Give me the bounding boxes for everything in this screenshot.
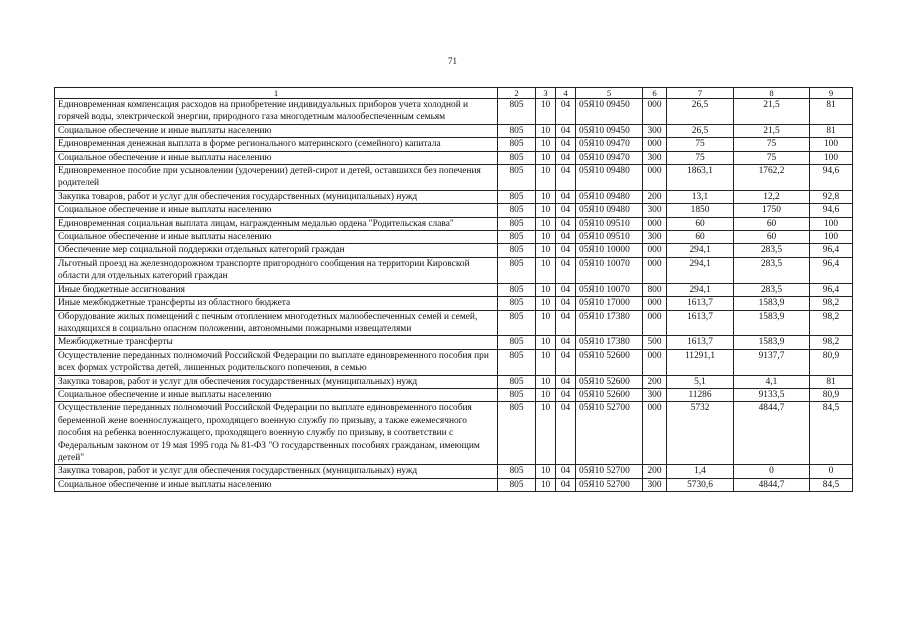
row-plan-cell: 11286 xyxy=(667,388,734,401)
row-fact-cell: 21,5 xyxy=(734,99,810,125)
row-fact-cell: 60 xyxy=(734,231,810,244)
row-percent-cell: 100 xyxy=(810,217,853,230)
row-fact-cell: 283,5 xyxy=(734,257,810,283)
row-plan-cell: 5,1 xyxy=(667,375,734,388)
row-expense-type-cell: 000 xyxy=(643,349,667,375)
row-name-cell: Единовременная социальная выплата лицам, награжденным медалью ордена "Родительская слава" xyxy=(55,217,498,230)
row-subsection-cell: 04 xyxy=(556,231,576,244)
row-code-cell: 805 xyxy=(498,336,536,349)
row-name-cell: Обеспечение мер социальной поддержки отдельных категорий граждан xyxy=(55,244,498,257)
row-code-cell: 805 xyxy=(498,310,536,336)
budget-table xyxy=(54,87,853,492)
row-code-cell: 805 xyxy=(498,138,536,151)
row-percent-cell: 80,9 xyxy=(810,388,853,401)
row-percent-cell: 0 xyxy=(810,465,853,478)
row-code-cell: 805 xyxy=(498,217,536,230)
row-section-cell: 10 xyxy=(536,336,556,349)
row-target-article-cell: 05Я10 09480 xyxy=(576,204,643,217)
row-fact-cell: 283,5 xyxy=(734,283,810,296)
row-plan-cell: 1,4 xyxy=(667,465,734,478)
row-code-cell: 805 xyxy=(498,402,536,465)
row-fact-cell: 1750 xyxy=(734,204,810,217)
row-code-cell: 805 xyxy=(498,257,536,283)
row-percent-cell: 81 xyxy=(810,375,853,388)
row-target-article-cell: 05Я10 17000 xyxy=(576,297,643,310)
row-name-cell: Оборудование жилых помещений с печным отоплением многодетных малообеспеченных семей и семей, находящихся в социально опасном положении, автономными пожарными извещателями xyxy=(55,310,498,336)
row-code-cell: 805 xyxy=(498,204,536,217)
row-expense-type-cell: 200 xyxy=(643,375,667,388)
row-percent-cell: 92,8 xyxy=(810,190,853,203)
row-expense-type-cell: 000 xyxy=(643,138,667,151)
row-code-cell: 805 xyxy=(498,375,536,388)
table-row xyxy=(55,402,853,465)
row-subsection-cell: 04 xyxy=(556,257,576,283)
row-subsection-cell: 04 xyxy=(556,190,576,203)
row-fact-cell: 1762,2 xyxy=(734,165,810,191)
row-target-article-cell: 05Я10 09450 xyxy=(576,124,643,137)
row-code-cell: 805 xyxy=(498,283,536,296)
row-plan-cell: 1863,1 xyxy=(667,165,734,191)
row-target-article-cell: 05Я10 09470 xyxy=(576,138,643,151)
row-plan-cell: 75 xyxy=(667,151,734,164)
row-name-cell: Осуществление переданных полномочий Российской Федерации по выплате единовременного пособия при всех формах устройства детей, лишенных родительского попечения, в семью xyxy=(55,349,498,375)
row-subsection-cell: 04 xyxy=(556,465,576,478)
row-plan-cell: 294,1 xyxy=(667,244,734,257)
table-header-row xyxy=(55,88,853,99)
row-fact-cell: 21,5 xyxy=(734,124,810,137)
row-subsection-cell: 04 xyxy=(556,204,576,217)
row-expense-type-cell: 300 xyxy=(643,478,667,491)
table-row xyxy=(55,124,853,137)
table-row xyxy=(55,336,853,349)
row-subsection-cell: 04 xyxy=(556,283,576,296)
table-row xyxy=(55,138,853,151)
row-expense-type-cell: 300 xyxy=(643,231,667,244)
table-row xyxy=(55,99,853,125)
row-percent-cell: 84,5 xyxy=(810,402,853,465)
row-section-cell: 10 xyxy=(536,283,556,296)
row-target-article-cell: 05Я10 10000 xyxy=(576,244,643,257)
table-row xyxy=(55,217,853,230)
row-target-article-cell: 05Я10 09470 xyxy=(576,151,643,164)
row-plan-cell: 75 xyxy=(667,138,734,151)
row-expense-type-cell: 800 xyxy=(643,283,667,296)
table-body xyxy=(55,99,853,492)
row-percent-cell: 94,6 xyxy=(810,204,853,217)
row-percent-cell: 98,2 xyxy=(810,297,853,310)
row-fact-cell: 4844,7 xyxy=(734,402,810,465)
row-expense-type-cell: 000 xyxy=(643,165,667,191)
column-header: 4 xyxy=(556,88,576,99)
row-section-cell: 10 xyxy=(536,257,556,283)
row-section-cell: 10 xyxy=(536,190,556,203)
row-target-article-cell: 05Я10 52600 xyxy=(576,388,643,401)
row-subsection-cell: 04 xyxy=(556,349,576,375)
row-fact-cell: 0 xyxy=(734,465,810,478)
row-percent-cell: 81 xyxy=(810,99,853,125)
row-target-article-cell: 05Я10 52700 xyxy=(576,478,643,491)
row-name-cell: Льготный проезд на железнодорожном транспорте пригородного сообщения на территории Кировской области для отдельных категорий граждан xyxy=(55,257,498,283)
row-code-cell: 805 xyxy=(498,349,536,375)
column-header: 5 xyxy=(576,88,643,99)
row-subsection-cell: 04 xyxy=(556,217,576,230)
row-section-cell: 10 xyxy=(536,297,556,310)
row-expense-type-cell: 000 xyxy=(643,244,667,257)
table-row xyxy=(55,165,853,191)
row-plan-cell: 26,5 xyxy=(667,124,734,137)
row-name-cell: Социальное обеспечение и иные выплаты населению xyxy=(55,388,498,401)
row-expense-type-cell: 000 xyxy=(643,217,667,230)
row-fact-cell: 1583,9 xyxy=(734,310,810,336)
row-fact-cell: 4,1 xyxy=(734,375,810,388)
row-code-cell: 805 xyxy=(498,190,536,203)
row-expense-type-cell: 500 xyxy=(643,336,667,349)
row-code-cell: 805 xyxy=(498,465,536,478)
row-target-article-cell: 05Я10 09480 xyxy=(576,165,643,191)
row-name-cell: Закупка товаров, работ и услуг для обеспечения государственных (муниципальных) нужд xyxy=(55,375,498,388)
row-name-cell: Единовременная компенсация расходов на приобретение индивидуальных приборов учета холодной и горячей воды, электрической энергии, природного газа многодетным малообеспеченным семьям xyxy=(55,99,498,125)
row-subsection-cell: 04 xyxy=(556,336,576,349)
row-name-cell: Закупка товаров, работ и услуг для обеспечения государственных (муниципальных) нужд xyxy=(55,465,498,478)
row-target-article-cell: 05Я10 09510 xyxy=(576,217,643,230)
row-code-cell: 805 xyxy=(498,231,536,244)
column-header: 1 xyxy=(55,88,498,99)
table-row xyxy=(55,388,853,401)
row-percent-cell: 100 xyxy=(810,151,853,164)
row-section-cell: 10 xyxy=(536,244,556,257)
row-section-cell: 10 xyxy=(536,217,556,230)
row-plan-cell: 1613,7 xyxy=(667,310,734,336)
row-plan-cell: 60 xyxy=(667,231,734,244)
row-code-cell: 805 xyxy=(498,151,536,164)
table-row xyxy=(55,283,853,296)
row-name-cell: Закупка товаров, работ и услуг для обеспечения государственных (муниципальных) нужд xyxy=(55,190,498,203)
row-name-cell: Социальное обеспечение и иные выплаты населению xyxy=(55,478,498,491)
table-row xyxy=(55,190,853,203)
table-row xyxy=(55,465,853,478)
row-percent-cell: 96,4 xyxy=(810,244,853,257)
row-plan-cell: 1850 xyxy=(667,204,734,217)
row-target-article-cell: 05Я10 17380 xyxy=(576,310,643,336)
row-name-cell: Социальное обеспечение и иные выплаты населению xyxy=(55,124,498,137)
row-name-cell: Социальное обеспечение и иные выплаты населению xyxy=(55,231,498,244)
table-row xyxy=(55,204,853,217)
row-percent-cell: 96,4 xyxy=(810,257,853,283)
row-target-article-cell: 05Я10 17380 xyxy=(576,336,643,349)
row-target-article-cell: 05Я10 09450 xyxy=(576,99,643,125)
row-expense-type-cell: 300 xyxy=(643,204,667,217)
row-expense-type-cell: 200 xyxy=(643,465,667,478)
row-subsection-cell: 04 xyxy=(556,478,576,491)
row-section-cell: 10 xyxy=(536,138,556,151)
row-plan-cell: 294,1 xyxy=(667,257,734,283)
row-expense-type-cell: 000 xyxy=(643,310,667,336)
column-header: 9 xyxy=(810,88,853,99)
column-header: 2 xyxy=(498,88,536,99)
row-name-cell: Осуществление переданных полномочий Российской Федерации по выплате единовременного пособия беременной жене военнослужащего, проходящего военную службу по призыву, а также ежемесячного пособия на ребенка военнослужащего, проходящего военную службу по призыву, в соответствии с Федеральным законом от 19 мая 1995 года № 81-ФЗ "О государственных пособиях гражданам, имеющим детей" xyxy=(55,402,498,465)
row-section-cell: 10 xyxy=(536,231,556,244)
row-fact-cell: 75 xyxy=(734,151,810,164)
row-section-cell: 10 xyxy=(536,349,556,375)
table-row xyxy=(55,244,853,257)
column-header: 6 xyxy=(643,88,667,99)
row-target-article-cell: 05Я10 09480 xyxy=(576,190,643,203)
row-expense-type-cell: 000 xyxy=(643,297,667,310)
row-expense-type-cell: 000 xyxy=(643,257,667,283)
row-percent-cell: 96,4 xyxy=(810,283,853,296)
row-plan-cell: 5730,6 xyxy=(667,478,734,491)
row-section-cell: 10 xyxy=(536,204,556,217)
row-fact-cell: 9137,7 xyxy=(734,349,810,375)
column-header: 3 xyxy=(536,88,556,99)
row-code-cell: 805 xyxy=(498,297,536,310)
row-code-cell: 805 xyxy=(498,244,536,257)
row-target-article-cell: 05Я10 09510 xyxy=(576,231,643,244)
row-section-cell: 10 xyxy=(536,465,556,478)
row-subsection-cell: 04 xyxy=(556,310,576,336)
table-row xyxy=(55,349,853,375)
row-fact-cell: 283,5 xyxy=(734,244,810,257)
row-subsection-cell: 04 xyxy=(556,99,576,125)
row-plan-cell: 1613,7 xyxy=(667,297,734,310)
row-subsection-cell: 04 xyxy=(556,297,576,310)
row-target-article-cell: 05Я10 52700 xyxy=(576,465,643,478)
row-name-cell: Иные межбюджетные трансферты из областного бюджета xyxy=(55,297,498,310)
table-row xyxy=(55,478,853,491)
row-percent-cell: 94,6 xyxy=(810,165,853,191)
row-section-cell: 10 xyxy=(536,165,556,191)
row-section-cell: 10 xyxy=(536,478,556,491)
page-number: 71 xyxy=(448,56,457,66)
row-name-cell: Единовременное пособие при усыновлении (удочерении) детей-сирот и детей, оставшихся без попечения родителей xyxy=(55,165,498,191)
table-row xyxy=(55,375,853,388)
row-code-cell: 805 xyxy=(498,388,536,401)
row-subsection-cell: 04 xyxy=(556,138,576,151)
row-expense-type-cell: 300 xyxy=(643,151,667,164)
row-name-cell: Единовременная денежная выплата в форме регионального материнского (семейного) капитала xyxy=(55,138,498,151)
row-percent-cell: 80,9 xyxy=(810,349,853,375)
row-fact-cell: 75 xyxy=(734,138,810,151)
row-name-cell: Иные бюджетные ассигнования xyxy=(55,283,498,296)
row-section-cell: 10 xyxy=(536,151,556,164)
row-subsection-cell: 04 xyxy=(556,388,576,401)
row-percent-cell: 81 xyxy=(810,124,853,137)
row-fact-cell: 1583,9 xyxy=(734,336,810,349)
row-code-cell: 805 xyxy=(498,124,536,137)
row-subsection-cell: 04 xyxy=(556,244,576,257)
row-section-cell: 10 xyxy=(536,99,556,125)
row-fact-cell: 60 xyxy=(734,217,810,230)
row-code-cell: 805 xyxy=(498,99,536,125)
row-percent-cell: 100 xyxy=(810,231,853,244)
row-plan-cell: 5732 xyxy=(667,402,734,465)
row-name-cell: Межбюджетные трансферты xyxy=(55,336,498,349)
row-section-cell: 10 xyxy=(536,124,556,137)
row-section-cell: 10 xyxy=(536,310,556,336)
row-section-cell: 10 xyxy=(536,375,556,388)
row-percent-cell: 98,2 xyxy=(810,310,853,336)
row-plan-cell: 294,1 xyxy=(667,283,734,296)
row-plan-cell: 13,1 xyxy=(667,190,734,203)
row-expense-type-cell: 300 xyxy=(643,124,667,137)
row-expense-type-cell: 200 xyxy=(643,190,667,203)
row-percent-cell: 98,2 xyxy=(810,336,853,349)
column-header: 8 xyxy=(734,88,810,99)
row-percent-cell: 100 xyxy=(810,138,853,151)
column-header: 7 xyxy=(667,88,734,99)
row-subsection-cell: 04 xyxy=(556,402,576,465)
row-expense-type-cell: 000 xyxy=(643,402,667,465)
row-expense-type-cell: 000 xyxy=(643,99,667,125)
row-fact-cell: 9133,5 xyxy=(734,388,810,401)
row-percent-cell: 84,5 xyxy=(810,478,853,491)
table-row xyxy=(55,257,853,283)
table-row xyxy=(55,231,853,244)
row-target-article-cell: 05Я10 52600 xyxy=(576,375,643,388)
row-fact-cell: 12,2 xyxy=(734,190,810,203)
row-subsection-cell: 04 xyxy=(556,165,576,191)
row-plan-cell: 11291,1 xyxy=(667,349,734,375)
row-expense-type-cell: 300 xyxy=(643,388,667,401)
row-plan-cell: 1613,7 xyxy=(667,336,734,349)
table-row xyxy=(55,151,853,164)
row-target-article-cell: 05Я10 10070 xyxy=(576,257,643,283)
row-plan-cell: 60 xyxy=(667,217,734,230)
row-fact-cell: 1583,9 xyxy=(734,297,810,310)
table-row xyxy=(55,310,853,336)
row-section-cell: 10 xyxy=(536,402,556,465)
row-subsection-cell: 04 xyxy=(556,124,576,137)
row-name-cell: Социальное обеспечение и иные выплаты населению xyxy=(55,204,498,217)
row-name-cell: Социальное обеспечение и иные выплаты населению xyxy=(55,151,498,164)
row-subsection-cell: 04 xyxy=(556,375,576,388)
row-code-cell: 805 xyxy=(498,478,536,491)
row-code-cell: 805 xyxy=(498,165,536,191)
row-target-article-cell: 05Я10 52700 xyxy=(576,402,643,465)
row-target-article-cell: 05Я10 10070 xyxy=(576,283,643,296)
row-subsection-cell: 04 xyxy=(556,151,576,164)
row-fact-cell: 4844,7 xyxy=(734,478,810,491)
row-section-cell: 10 xyxy=(536,388,556,401)
row-target-article-cell: 05Я10 52600 xyxy=(576,349,643,375)
table-row xyxy=(55,297,853,310)
row-plan-cell: 26,5 xyxy=(667,99,734,125)
